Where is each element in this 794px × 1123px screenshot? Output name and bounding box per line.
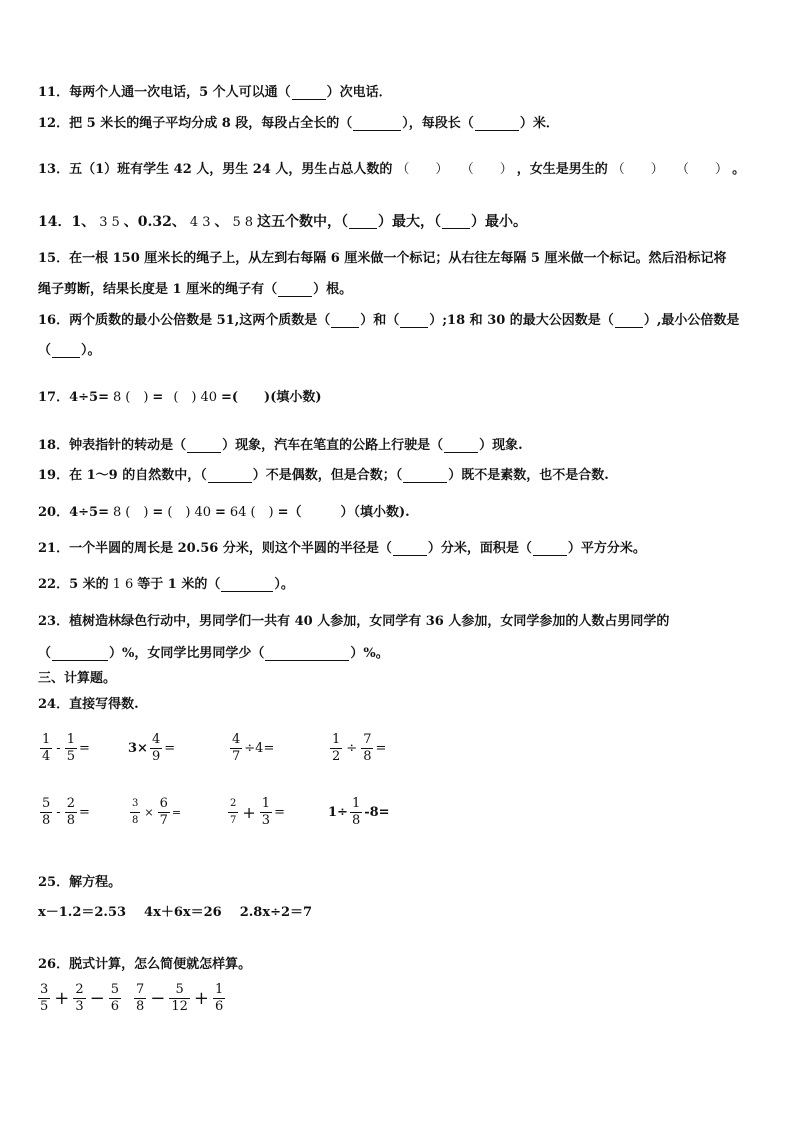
fraction: 3 5	[99, 215, 120, 230]
answer-blank[interactable]	[444, 440, 478, 453]
question-16-line-1: 16．两个质数的最小公倍数是 51,这两个质数是（ ）和（ ）;18 和 30 的最大公因数是（ ）,最小公倍数是	[38, 313, 740, 328]
fraction: ( ) 40	[173, 390, 218, 405]
answer-blank[interactable]	[442, 216, 470, 229]
equation-2: 4x＋6x＝26	[144, 905, 222, 920]
question-12: 12．把 5 米长的绳子平均分成 8 段，每段占全长的（ ），每段长（ ）米．	[38, 116, 559, 131]
answer-blank[interactable]	[331, 315, 359, 328]
expression-24-3: $\frac{4}{7}$ ÷4=	[232, 732, 275, 764]
answer-blank[interactable]	[349, 216, 377, 229]
answer-blank[interactable]	[400, 315, 428, 328]
fraction-blank[interactable]: （ ） （ ）	[396, 162, 513, 177]
expression-24-1: $\frac{1}{4}$ - $\frac{1}{5}$ =	[42, 732, 90, 764]
answer-blank[interactable]	[533, 543, 567, 556]
question-24-title: 24．直接写得数.	[38, 697, 139, 712]
expression-24-6: $\frac{3}{8}$ × $\frac{6}{7}$ =	[132, 796, 182, 828]
question-23-line-1: 23．植树造林绿色行动中，男同学们一共有 40 人参加，女同学有 36 人参加，女同学参加的人数占男同学的	[38, 614, 670, 629]
answer-blank[interactable]	[187, 440, 221, 453]
fraction: 5 8	[232, 215, 254, 230]
fraction: 8 ( )	[112, 505, 149, 520]
answer-blank[interactable]	[393, 543, 427, 556]
fraction: 64 ( )	[229, 505, 274, 520]
question-20: 20．4÷5= 8 ( ) = ( ) 40 = 64 ( ) =（ ）（填小数).	[38, 505, 410, 520]
expression-24-2: 3× $\frac{4}{9}$ =	[128, 732, 176, 764]
fraction: 8 ( )	[112, 390, 149, 405]
answer-blank[interactable]	[221, 579, 273, 592]
question-21: 21．一个半圆的周长是 20.56 分米，则这个半圆的半径是（ ）分米，面积是（ ）平方分米。	[38, 541, 646, 556]
equation-1: x－1.2＝2.53	[38, 905, 127, 920]
section-heading: 三、计算题。	[38, 671, 117, 686]
question-25-equations	[38, 904, 764, 922]
question-22: 22．5 米的 1 6 等于 1 米的（ ）。	[38, 577, 294, 592]
question-16-line-2: （ ）。	[38, 343, 101, 358]
expression-24-7: $\frac{2}{7}$ + $\frac{1}{3}$ =	[230, 796, 285, 828]
fraction-blank[interactable]: （ ） （ ）	[611, 162, 729, 177]
answer-blank[interactable]	[265, 648, 349, 661]
fraction: 4 3	[189, 215, 211, 230]
expression-24-5: $\frac{5}{8}$ - $\frac{2}{8}$ =	[42, 796, 90, 828]
question-18: 18．钟表指针的转动是（ ）现象，汽车在笔直的公路上行驶是（ ）现象.	[38, 438, 523, 453]
question-23-line-2: （ ）%，女同学比男同学少（ ）%。	[38, 646, 389, 661]
fraction: ( ) 40	[167, 505, 212, 520]
question-25-title: 25．解方程。	[38, 875, 122, 890]
question-14: 14．1、 3 5 、0.32、 4 3 、 5 8 这五个数中，（ ）最大，（ ）最小。	[38, 214, 528, 230]
question-15-line-1: 15．在一根 150 厘米长的绳子上，从左到右每隔 6 厘米做一个标记；从右往左每隔 5 厘米做一个标记。然后沿标记将	[38, 251, 727, 266]
expression-24-4: $\frac{1}{2}$ ÷ $\frac{7}{8}$ =	[332, 732, 387, 764]
question-17: 17．4÷5= 8 ( ) = ( ) 40 =( )(填小数)	[38, 390, 322, 405]
answer-blank[interactable]	[208, 470, 252, 483]
answer-blank[interactable]	[278, 284, 312, 297]
fraction: 1 6	[112, 577, 134, 592]
answer-blank[interactable]	[403, 470, 447, 483]
question-19: 19．在 1～9 的自然数中，（ ）不是偶数，但是合数；（ ）既不是素数，也不是合数.	[38, 468, 609, 483]
equation-3: 2.8x÷2＝7	[239, 905, 313, 920]
question-26-title: 26．脱式计算，怎么简便就怎样算。	[38, 957, 252, 972]
expression-26-1: $\frac{3}{5}$ + $\frac{2}{3}$ − $\frac{5}{6}$	[40, 982, 120, 1014]
question-11: 11．每两个人通一次电话，5 个人可以通（ ）次电话．	[38, 85, 392, 100]
expression-26-2: $\frac{7}{8}$ − $\frac{5}{12}$ + $\frac{1}{6}$	[136, 982, 224, 1014]
question-13: 13．五（1）班有学生 42 人，男生 24 人，男生占总人数的 （ ） （ ） ，女生是男生的 （ ） （ ） 。	[38, 162, 746, 177]
answer-blank[interactable]	[475, 118, 519, 131]
question-15-line-2: 绳子剪断，结果长度是 1 厘米的绳子有（ ）根。	[38, 282, 353, 297]
answer-blank[interactable]	[52, 648, 108, 661]
answer-blank[interactable]	[353, 118, 401, 131]
answer-blank[interactable]	[292, 87, 326, 100]
answer-blank[interactable]	[615, 315, 643, 328]
answer-blank[interactable]	[52, 345, 80, 358]
expression-24-8: 1÷ $\frac{1}{8}$ -8=	[328, 796, 390, 828]
